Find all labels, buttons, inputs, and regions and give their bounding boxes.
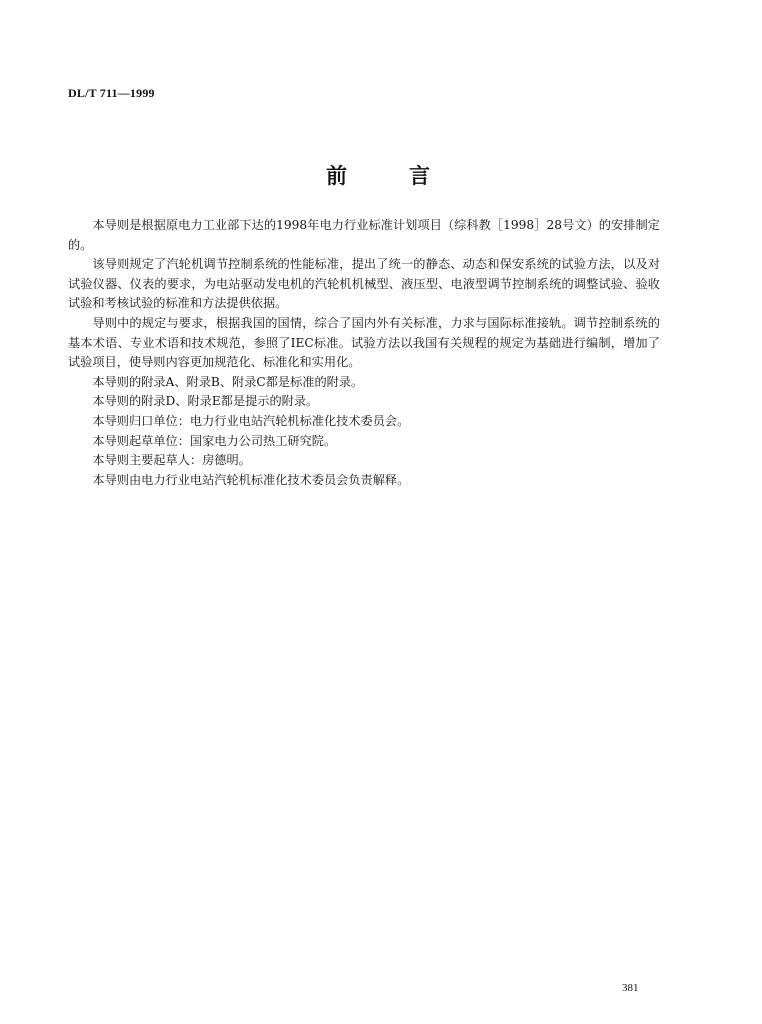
paragraph-basis: 本导则是根据原电力工业部下达的1998年电力行业标准计划项目（综科教［1998］28号文）的安排制定的。 [68, 218, 660, 252]
paragraph-drafter: 本导则主要起草人：房德明。 [92, 453, 251, 468]
paragraph-normative-annexes: 本导则的附录A、附录B、附录C都是标准的附录。 [92, 374, 364, 389]
paragraph-drafting-unit: 本导则起草单位：国家电力公司热工研究院。 [92, 433, 337, 448]
paragraph-references: 导则中的规定与要求，根据我国的国情，综合了国内外有关标准，力求与国际标准接轨。调节控制系统的基本术语、专业术语和技术规范，参照了IEC标准。试验方法以我国有关规程的规定为基础进行编制，增加了试验项目，使导则内容更加规范化、标准化和实用化。 [68, 315, 660, 370]
paragraph-informative-annexes: 本导则的附录D、附录E都是提示的附录。 [92, 394, 319, 409]
page-title: 前言 [326, 164, 492, 188]
page-number: 381 [622, 982, 639, 994]
foreword-body [68, 216, 660, 490]
paragraph-interpretation: 本导则由电力行业电站汽轮机标准化技术委员会负责解释。 [92, 472, 410, 487]
paragraph-scope: 该导则规定了汽轮机调节控制系统的性能标准，提出了统一的静态、动态和保安系统的试验方法，以及对试验仪器、仪表的要求，为电站驱动发电机的汽轮机机械型、液压型、电液型调节控制系统的调整试验、验收试验和考核试验的标准和方法提供依据。 [68, 257, 660, 311]
standard-code: DL/T 711—1999 [68, 86, 155, 100]
paragraph-responsible-unit: 本导则归口单位：电力行业电站汽轮机标准化技术委员会。 [92, 413, 410, 428]
